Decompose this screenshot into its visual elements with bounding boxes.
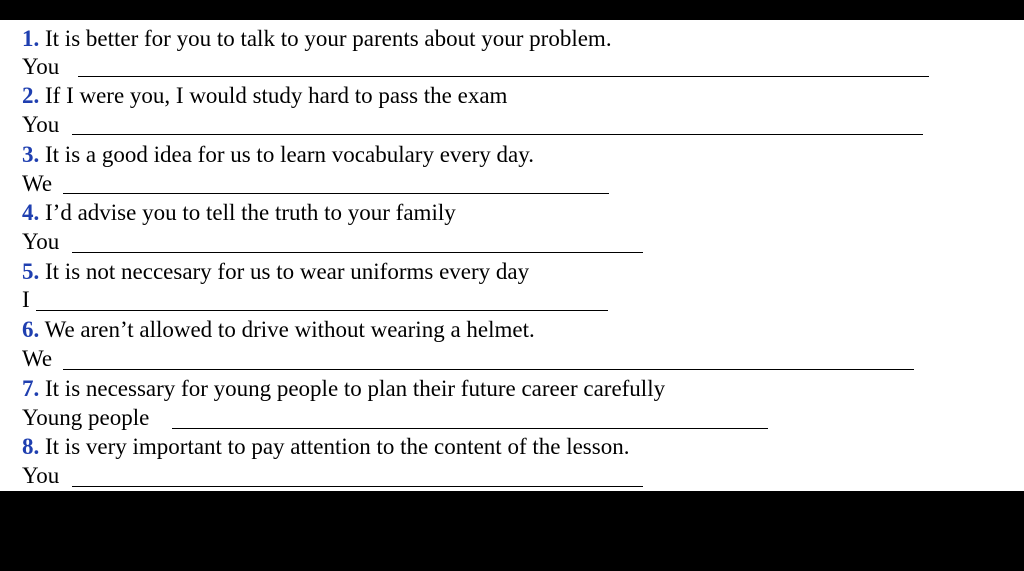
question-1 bbox=[22, 24, 612, 53]
answer-prompt-2: You bbox=[22, 112, 60, 137]
answer-blank-1[interactable] bbox=[78, 76, 929, 77]
question-6 bbox=[22, 315, 535, 344]
answer-blank-7[interactable] bbox=[172, 428, 768, 429]
worksheet bbox=[0, 20, 1024, 491]
question-number: 6. bbox=[22, 317, 40, 342]
question-number: 1. bbox=[22, 26, 40, 51]
question-number: 5. bbox=[22, 259, 40, 284]
question-text: It is very important to pay attention to the content of the lesson. bbox=[45, 434, 630, 459]
question-number: 4. bbox=[22, 200, 40, 225]
answer-prompt-7: Young people bbox=[22, 405, 150, 430]
question-4 bbox=[22, 198, 456, 227]
question-text: It is a good idea for us to learn vocabulary every day. bbox=[45, 142, 534, 167]
answer-prompt-4: You bbox=[22, 229, 60, 254]
answer-blank-2[interactable] bbox=[72, 134, 923, 135]
question-number: 2. bbox=[22, 83, 40, 108]
answer-blank-3[interactable] bbox=[63, 193, 609, 194]
answer-blank-6[interactable] bbox=[63, 369, 914, 370]
question-number: 8. bbox=[22, 434, 40, 459]
answer-prompt-6: We bbox=[22, 346, 53, 371]
question-number: 3. bbox=[22, 142, 40, 167]
question-3 bbox=[22, 140, 534, 169]
question-text: It is necessary for young people to plan their future career carefully bbox=[45, 376, 666, 401]
question-8 bbox=[22, 432, 629, 461]
question-text: It is better for you to talk to your parents about your problem. bbox=[45, 26, 612, 51]
question-text: It is not neccesary for us to wear uniforms every day bbox=[45, 259, 530, 284]
question-5 bbox=[22, 257, 529, 286]
question-7 bbox=[22, 374, 665, 403]
answer-blank-5[interactable] bbox=[36, 310, 608, 311]
answer-blank-8[interactable] bbox=[72, 486, 643, 487]
question-number: 7. bbox=[22, 376, 40, 401]
answer-prompt-8: You bbox=[22, 463, 60, 488]
answer-prompt-5: I bbox=[22, 287, 30, 312]
question-text: If I were you, I would study hard to pass the exam bbox=[45, 83, 508, 108]
question-text: We aren’t allowed to drive without wearing a helmet. bbox=[44, 317, 535, 342]
answer-prompt-3: We bbox=[22, 171, 53, 196]
question-2 bbox=[22, 81, 507, 110]
answer-blank-4[interactable] bbox=[72, 252, 643, 253]
question-text: I’d advise you to tell the truth to your family bbox=[45, 200, 456, 225]
answer-prompt-1: You bbox=[22, 54, 60, 79]
